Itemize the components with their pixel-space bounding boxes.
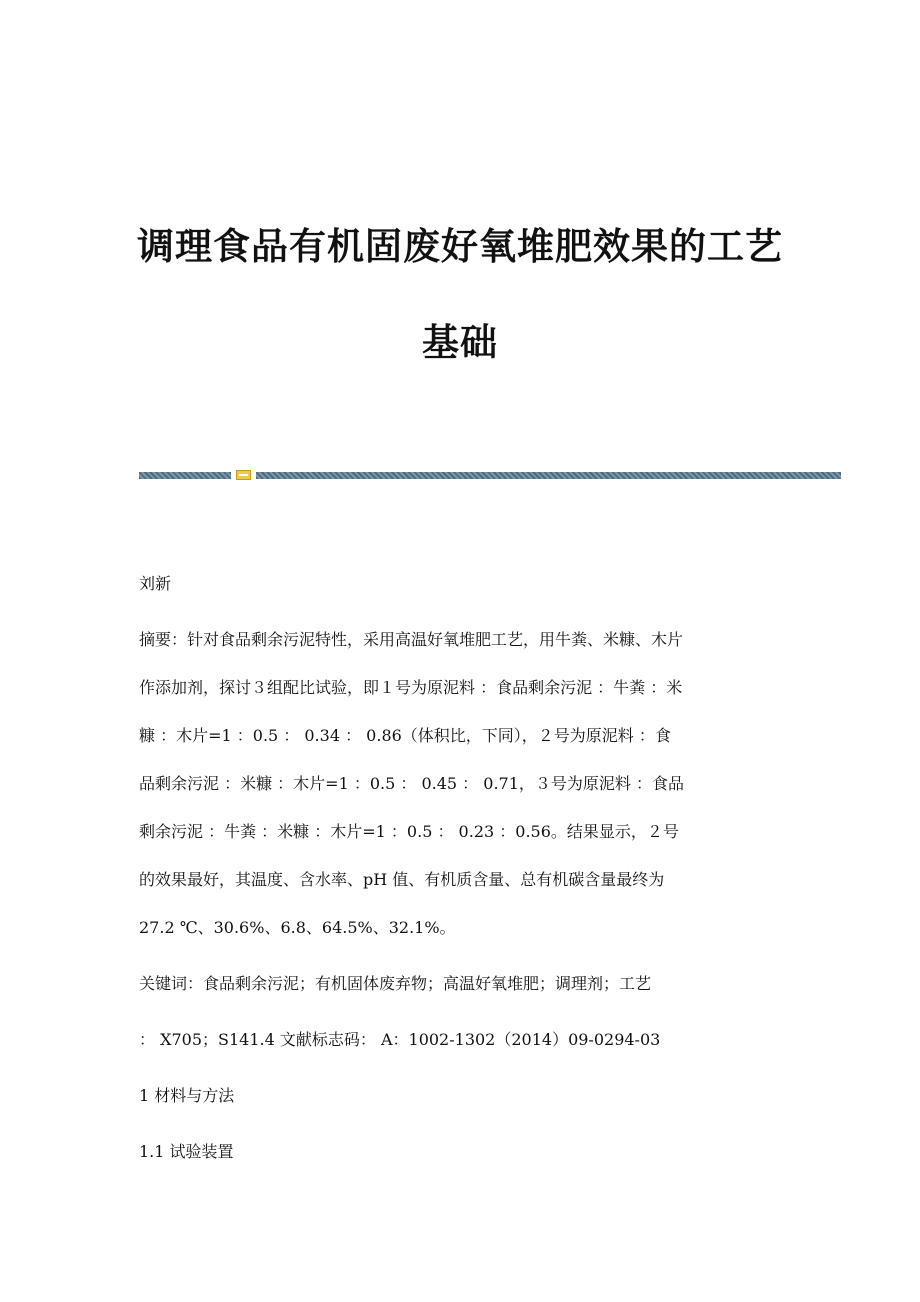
author-name: 刘新: [139, 574, 172, 593]
page-title-line-1: 调理食品有机固废好氧堆肥效果的工艺: [137, 225, 783, 268]
section-heading-1: 1 材料与方法: [139, 1086, 235, 1105]
abstract-line: 27.2 ℃、30.6%、6.8、64.5%、32.1%。: [139, 918, 456, 937]
divider-bar-right: [256, 472, 841, 479]
divider-bar-left: [139, 472, 231, 479]
title-divider: [139, 470, 841, 480]
page-title-line-2: 基础: [422, 321, 498, 364]
section-heading-1-1: 1.1 试验装置: [139, 1142, 234, 1161]
abstract-line: 剩余污泥 ：牛粪 ：米糠 ：木片=1 ：0.5 ： 0.23 ：0.56。结果显示，２号: [139, 822, 679, 841]
abstract-line: 摘要：针对食品剩余污泥特性，采用高温好氧堆肥工艺，用牛粪、米糠、木片: [139, 630, 684, 649]
classification-code: ： X705；S141.4 文献标志码： A：1002-1302（2014）09-0294-03: [139, 1030, 661, 1049]
abstract-line: 糠 ：木片=1 ：0.5 ： 0.34 ： 0.86（体积比，下同），２号为原泥料 ：食: [139, 726, 671, 745]
divider-emblem-icon: [236, 470, 251, 480]
abstract-line: 品剩余污泥 ：米糠 ：木片=1 ：0.5 ： 0.45 ： 0.71，３号为原泥料 ：食品: [139, 774, 684, 793]
abstract-line: 作添加剂，探讨３组配比试验，即１号为原泥料 ：食品剩余污泥 ：牛粪 ：米: [139, 678, 683, 697]
keywords: 关键词：食品剩余污泥；有机固体废弃物；高温好氧堆肥；调理剂；工艺: [139, 974, 652, 993]
abstract-line: 的效果最好，其温度、含水率、pH 值、有机质含量、总有机碳含量最终为: [139, 870, 665, 889]
